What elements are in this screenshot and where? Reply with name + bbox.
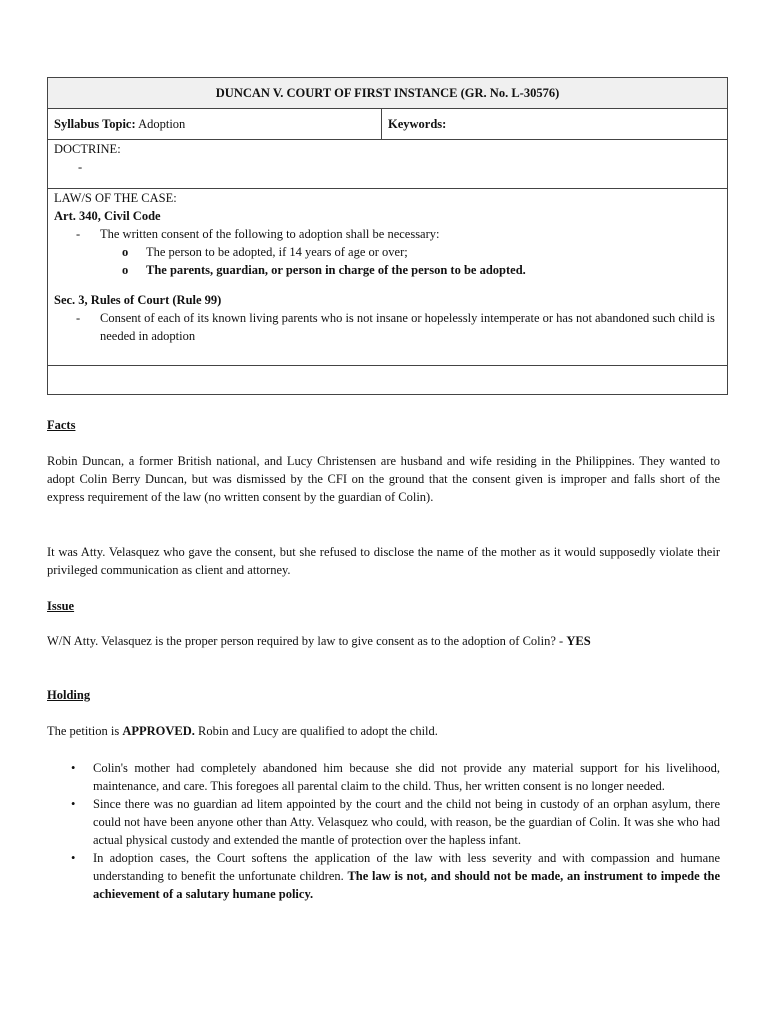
law2-list xyxy=(54,309,721,345)
syllabus-topic-cell xyxy=(48,109,382,140)
law1-sub2: o The parents, guardian, or person in charge of the person to be adopted. xyxy=(100,261,721,279)
syllabus-label: Syllabus Topic: xyxy=(54,117,136,131)
laws-label: LAW/S OF THE CASE: xyxy=(54,191,177,205)
holding-bullet-3 xyxy=(47,849,720,903)
case-title: DUNCAN V. COURT OF FIRST INSTANCE (GR. No. L-30576) xyxy=(48,78,728,109)
holding-intro-post: Robin and Lucy are qualified to adopt the child. xyxy=(198,724,438,738)
law1-item xyxy=(54,225,721,279)
laws-cell xyxy=(48,189,728,366)
doctrine-cell xyxy=(48,140,728,189)
holding-bullet-1: • Colin's mother had completely abandoned him because she did not provide any material support for his livelihood, maintenance, and care. This foregoes all parental claim to the child. Thus, her written consent is no longer needed. xyxy=(47,759,720,795)
issue-heading: Issue xyxy=(47,599,75,613)
keywords-label: Keywords: xyxy=(388,117,447,131)
issue-answer: YES xyxy=(566,634,591,648)
facts-paragraph-1: Robin Duncan, a former British national, and Lucy Christensen are husband and wife residing in the Philippines. They wanted to adopt Colin Berry Duncan, but was dismissed by the CFI on the ground that the consent given is improper and falls short of the express requirement of the law (no written consent by the guardian of Colin). xyxy=(47,454,720,504)
law1-sublist xyxy=(100,243,721,279)
holding-bullets xyxy=(47,759,720,903)
empty-row xyxy=(48,366,728,395)
syllabus-value: Adoption xyxy=(138,117,186,131)
issue-question-text: W/N Atty. Velasquez is the proper person required by law to give consent as to the adoption of Colin? - xyxy=(47,634,564,648)
facts-heading: Facts xyxy=(47,418,76,432)
holding-intro xyxy=(47,722,720,740)
doctrine-item: - xyxy=(78,160,83,174)
keywords-cell xyxy=(382,109,728,140)
law1-title: Art. 340, Civil Code xyxy=(54,209,161,223)
issue-question xyxy=(47,632,720,650)
doctrine-label: DOCTRINE: xyxy=(54,142,121,156)
holding-bullet-2: • Since there was no guardian ad litem appointed by the court and the child not being in custody of an orphan asylum, there could not have been anyone other than Atty. Velasquez who could, with reason, be the guardian of Colin. It was she who had actual physical custody and extended the mantle of protection over the hapless infant. xyxy=(47,795,720,849)
holding-verdict: APPROVED. xyxy=(122,724,195,738)
law1-item-text: The written consent of the following to adoption shall be necessary: xyxy=(100,227,440,241)
law2-title: Sec. 3, Rules of Court (Rule 99) xyxy=(54,293,222,307)
law1-list xyxy=(54,225,721,279)
facts-paragraph-2: It was Atty. Velasquez who gave the consent, but she refused to disclose the name of the mother as it would supposedly violate their privileged communication as client and attorney. xyxy=(47,545,720,577)
holding-heading: Holding xyxy=(47,688,91,702)
holding-intro-pre: The petition is xyxy=(47,724,120,738)
case-summary-table xyxy=(47,77,728,395)
law1-sub1: o The person to be adopted, if 14 years of age or over; xyxy=(100,243,721,261)
holding-bullet-3-emphasis: The law is not, and should not be made, an instrument to impede the achievement of a salutary humane policy. xyxy=(93,869,721,901)
law2-item: - Consent of each of its known living parents who is not insane or hopelessly intemperate or has not abandoned such child is needed in adoption xyxy=(54,309,721,345)
holding-bullet-3-text: In adoption cases, the Court softens the application of the law with less severity and with compassion and humane understanding to benefit the unfortunate children. xyxy=(93,851,720,883)
